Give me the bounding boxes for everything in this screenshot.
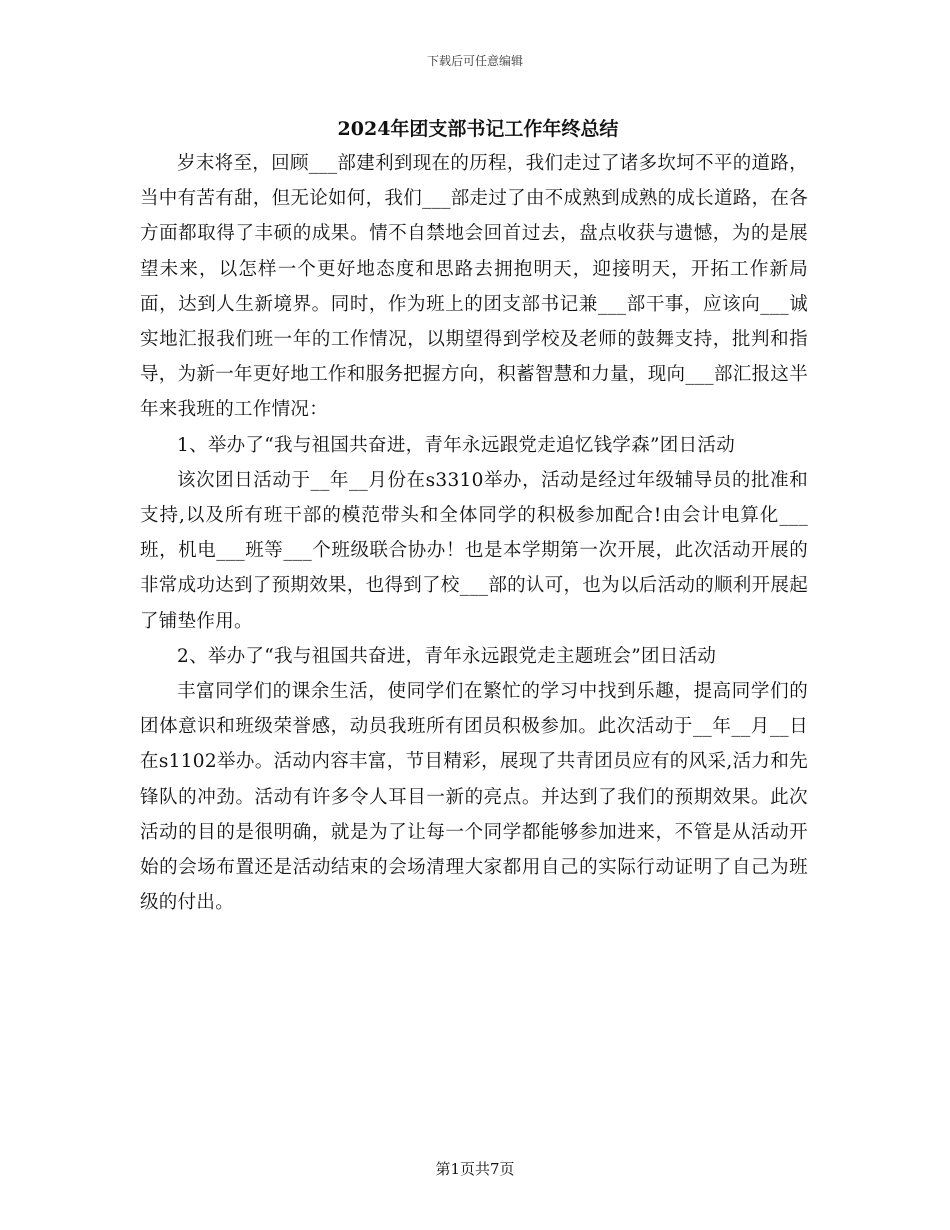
section-heading-2: 2、举办了“我与祖国共奋进，青年永远跟党走主题班会”团日活动: [177, 645, 717, 667]
document-body: [140, 112, 808, 920]
paragraph-activity-2: 丰富同学们的课余生活，使同学们在繁忙的学习中找到乐趣，提高同学们的团体意识和班级荣誉感，动员我班所有团员积极参加。此次活动于__年__月__日在s1102举办。活动内容丰富，节目精彩，展现了共青团员应有的风采,活力和先锋队的冲劲。活动有许多令人耳目一新的亮点。并达到了我们的预期效果。此次活动的目的是很明确，就是为了让每一个同学都能够参加进来，不管是从活动开始的会场布置还是活动结束的会场清理大家都用自己的实际行动证明了自己为班级的付出。: [140, 681, 808, 914]
paragraph-activity-1: 该次团日活动于__年__月份在s3310举办，活动是经过年级辅导员的批准和支持,以及所有班干部的模范带头和全体同学的积极参加配合!由会计电算化___班，机电___班等___个班级联合协办！也是本学期第一次开展，此次活动开展的非常成功达到了预期效果，也得到了校___部的认可，也为以后活动的顺利开展起了铺垫作用。: [140, 469, 808, 632]
paragraph-intro: 岁末将至，回顾___部建利到现在的历程，我们走过了诸多坎坷不平的道路，当中有苦有甜，但无论如何，我们___部走过了由不成熟到成熟的成长道路，在各方面都取得了丰硕的成果。情不自禁地会回首过去，盘点收获与遗憾，为的是展望未来，以怎样一个更好地态度和思路去拥抱明天，迎接明天，开拓工作新局面，达到人生新境界。同时，作为班上的团支部书记兼___部干事，应该向___诚实地汇报我们班一年的工作情况，以期望得到学校及老师的鼓舞支持，批判和指导，为新一年更好地工作和服务把握方向，积蓄智慧和力量，现向___部汇报这半年来我班的工作情况：: [140, 153, 808, 421]
page-number: 第1页共7页: [435, 1160, 515, 1178]
header-note: 下载后可任意编辑: [426, 54, 523, 68]
document-title: 2024年团支部书记工作年终总结: [337, 118, 619, 140]
section-heading-1: 1、举办了“我与祖国共奋进，青年永远跟党走追忆钱学森”团日活动: [177, 434, 735, 456]
